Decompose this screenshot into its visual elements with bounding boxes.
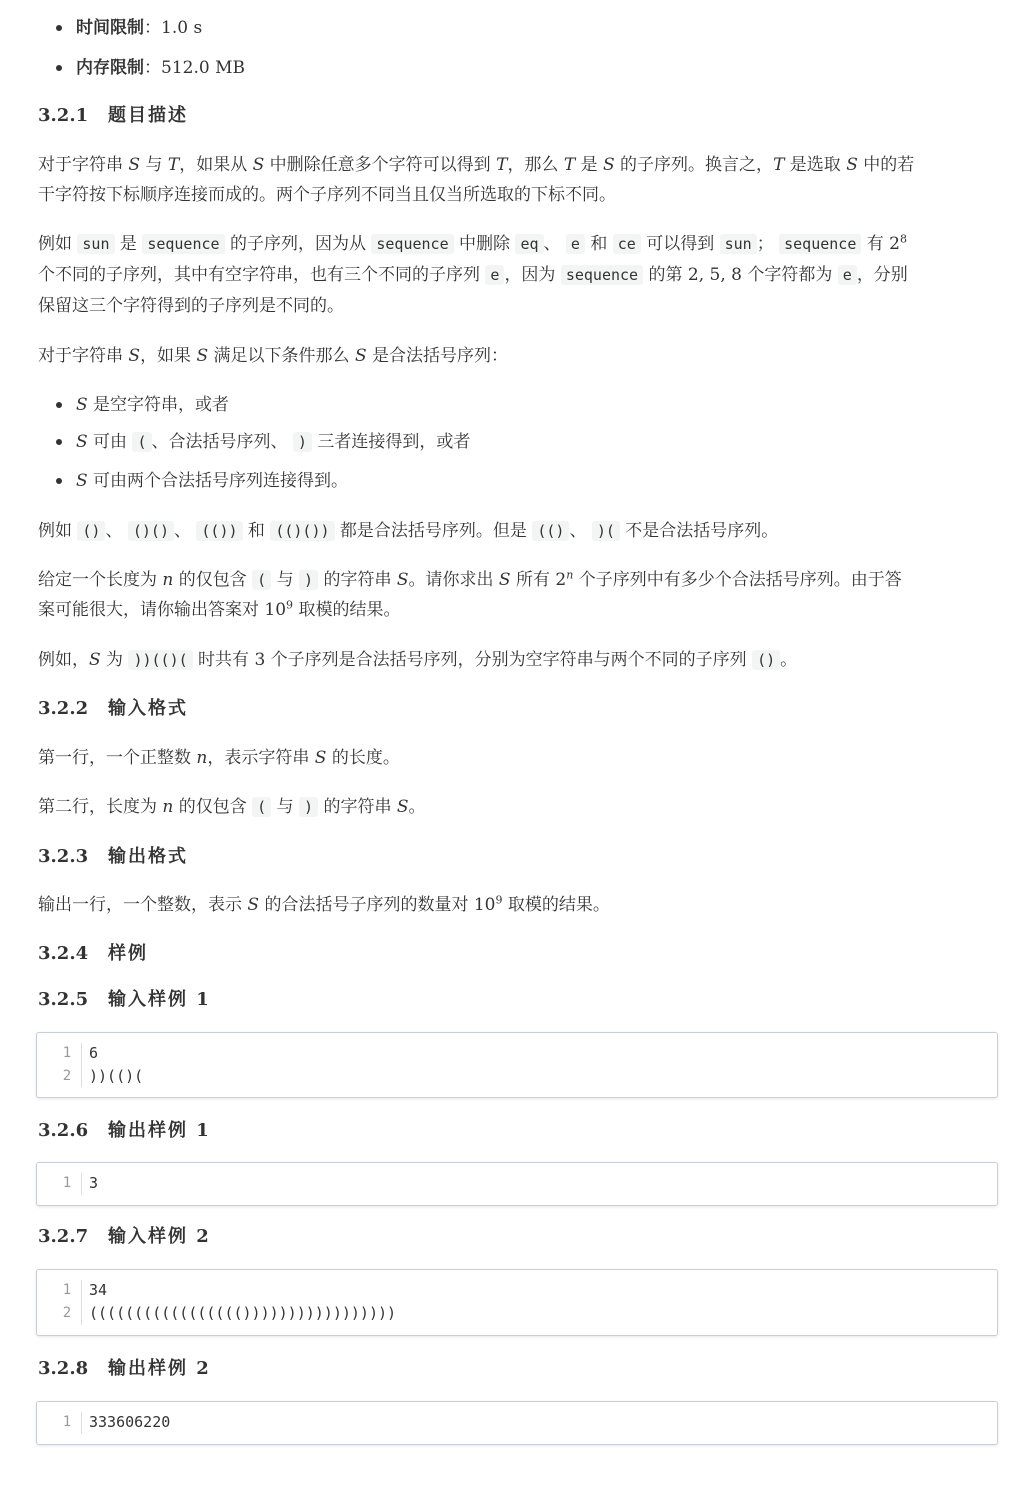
condition-3: S 可由两个合法括号序列连接得到。 xyxy=(76,469,348,493)
code-line: 2 ((((((((((((((((())))))))))))))))) xyxy=(37,1302,997,1325)
memory-limit: 内存限制：512.0 MB xyxy=(76,56,245,80)
input-sample-2-code-block[interactable] xyxy=(36,1269,998,1336)
bullet-icon xyxy=(56,439,62,445)
input-sample-1-code-block[interactable] xyxy=(36,1032,998,1098)
line-number: 2 xyxy=(62,1068,72,1084)
line-number: 1 xyxy=(62,1045,72,1061)
time-limit-value: 1.0 s xyxy=(161,18,203,38)
condition-2: S 可由 ( 、合法括号序列、 ) 三者连接得到，或者 xyxy=(76,430,470,454)
code-line: 2 ))(()( xyxy=(37,1065,997,1088)
paragraph-2-line-1: 例如 sun 是 sequence 的子序列，因为从 sequence 中删除 eq 、 e 和 ce 可以得到 sun ； sequence 有 $2^8$ xyxy=(38,232,907,254)
paragraph-1-line-1: 对于字符串 S 与 T，如果从 S 中删除任意多个字符可以得到 T，那么 T 是 S 的子序列。换言之，T 是选取 S 中的若 xyxy=(38,155,915,175)
section-heading-output-format: 3.2.3 输出格式 xyxy=(38,846,188,867)
code-line: 1 34 xyxy=(37,1279,997,1302)
input-format-line-2: 第二行，长度为 n 的仅包含 ( 与 ) 的字符串 S。 xyxy=(38,797,426,817)
output-sample-2-code-block[interactable] xyxy=(36,1401,998,1445)
output-sample-1-code-block[interactable] xyxy=(36,1162,998,1206)
section-heading-input-sample-2: 3.2.7 输入样例 2 xyxy=(38,1226,211,1247)
line-number: 1 xyxy=(62,1175,72,1191)
line-number: 1 xyxy=(62,1414,72,1430)
section-heading-description: 3.2.1 题目描述 xyxy=(38,105,188,126)
paragraph-6: 例如，S 为 ))(()( 时共有 3 个子序列是合法括号序列，分别为空字符串与两个不同的子序列 () 。 xyxy=(38,650,798,670)
time-limit: 时间限制：1.0 s xyxy=(76,16,202,40)
paragraph-2-line-3: 保留这三个字符得到的子序列是不同的。 xyxy=(38,296,344,316)
time-limit-label: 时间限制 xyxy=(76,18,144,38)
section-heading-output-sample-2: 3.2.8 输出样例 2 xyxy=(38,1358,211,1379)
line-number: 2 xyxy=(62,1305,72,1321)
bullet-icon xyxy=(56,402,62,408)
paragraph-1-line-2: 干字符按下标顺序连接而成的。两个子序列不同当且仅当所选取的下标不同。 xyxy=(38,185,616,205)
paragraph-3: 对于字符串 S，如果 S 满足以下条件那么 S 是合法括号序列： xyxy=(38,346,508,366)
section-heading-output-sample-1: 3.2.6 输出样例 1 xyxy=(38,1120,211,1141)
paragraph-2-line-2: 个不同的子序列，其中有空字符串，也有三个不同的子序列 e ，因为 sequence 的第 2, 5, 8 个字符都为 e ，分别 xyxy=(38,265,908,285)
paragraph-5-line-1: 给定一个长度为 n 的仅包含 ( 与 ) 的字符串 S。请你求出 S 所有 2$^n$ 个子序列中有多少个合法括号序列。由于答 xyxy=(38,568,902,590)
line-number: 1 xyxy=(62,1282,72,1298)
input-format-line-1: 第一行，一个正整数 n，表示字符串 S 的长度。 xyxy=(38,748,400,768)
output-format-line: 输出一行，一个整数，表示 S 的合法括号子序列的数量对 $10^9$ 取模的结果。 xyxy=(38,893,610,915)
bullet-icon xyxy=(56,65,62,71)
code-line: 1 6 xyxy=(37,1042,997,1065)
section-heading-input-sample-1: 3.2.5 输入样例 1 xyxy=(38,989,211,1010)
condition-1: S 是空字符串，或者 xyxy=(76,393,229,417)
memory-limit-label: 内存限制 xyxy=(76,58,144,78)
section-heading-input-format: 3.2.2 输入格式 xyxy=(38,698,188,719)
section-heading-samples: 3.2.4 样例 xyxy=(38,943,148,964)
bullet-icon xyxy=(56,25,62,31)
bullet-icon xyxy=(56,478,62,484)
code-line: 1 333606220 xyxy=(37,1411,997,1434)
paragraph-5-line-2: 案可能很大，请你输出答案对 $10^9$ 取模的结果。 xyxy=(38,598,401,620)
memory-limit-value: 512.0 MB xyxy=(161,58,245,78)
code-line: 1 3 xyxy=(37,1172,997,1195)
paragraph-4: 例如 () 、 ()() 、 (()) 和 (()()) 都是合法括号序列。但是 (() 、 )( 不是合法括号序列。 xyxy=(38,521,779,541)
